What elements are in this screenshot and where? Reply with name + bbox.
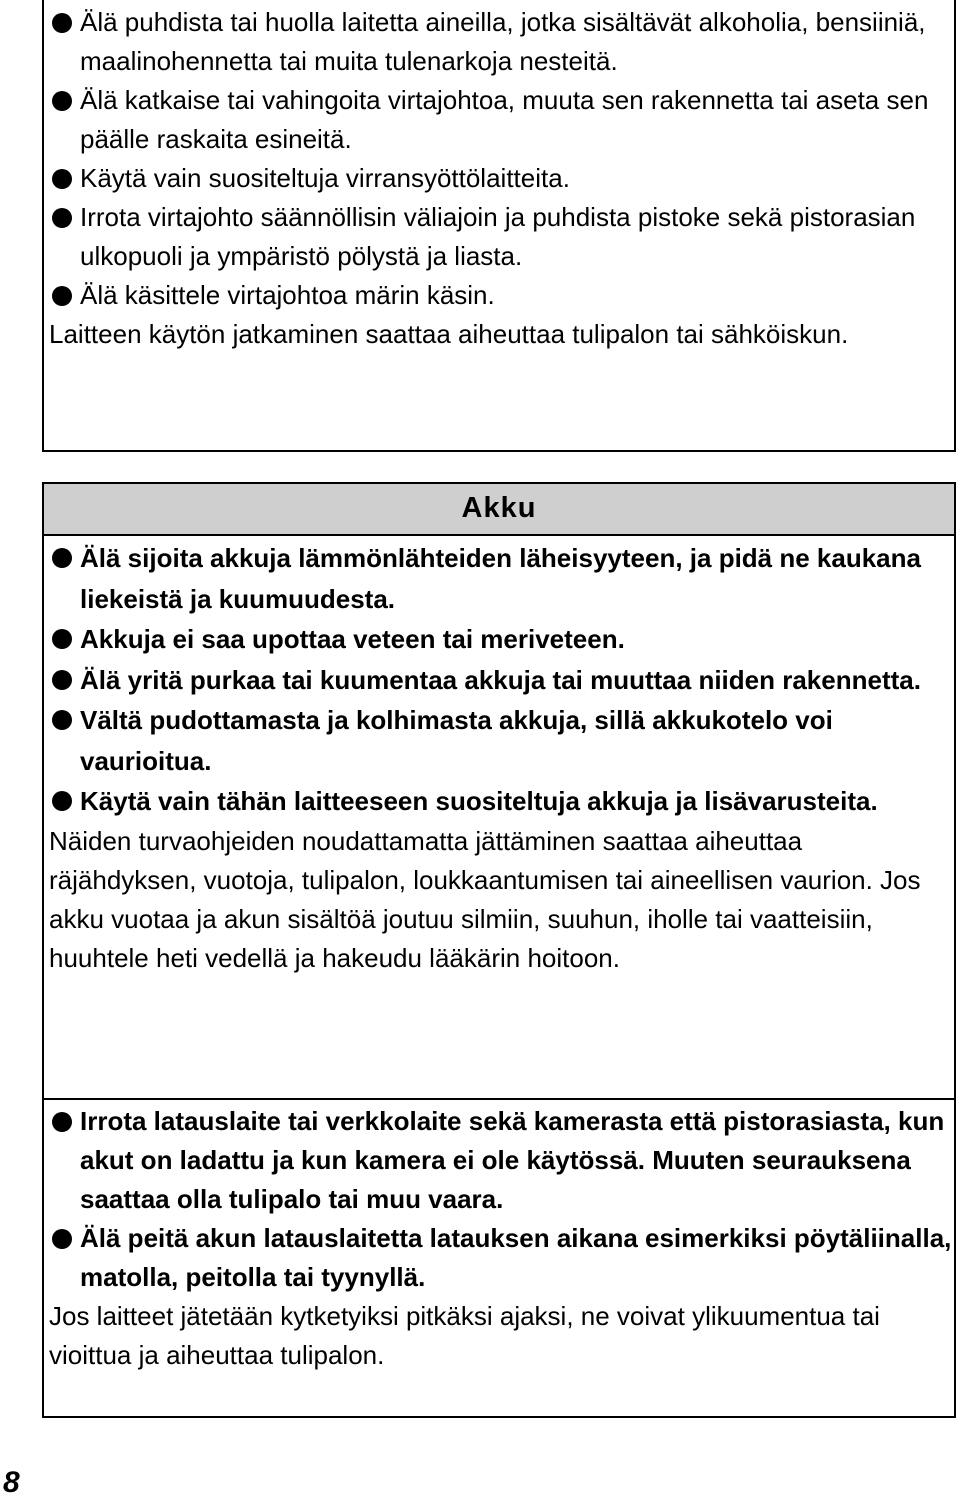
- list-item-text: Älä käsittele virtajohtoa märin käsin.: [80, 280, 495, 310]
- list-item-text: Älä yritä purkaa tai kuumentaa akkuja tai muuttaa niiden rakennetta.: [80, 664, 921, 695]
- bullet-icon: [52, 169, 72, 189]
- bullet-icon: [52, 1112, 72, 1132]
- bullet-icon: [52, 791, 72, 811]
- list-item-text: Akkuja ei saa upottaa veteen tai meriveteen.: [80, 624, 625, 654]
- page-number: 8: [3, 1466, 20, 1499]
- bullet-icon: [52, 286, 72, 306]
- battery-content: [44, 536, 954, 978]
- warning-note: Laitteen käytön jatkaminen saattaa aiheuttaa tulipalon tai sähköiskun.: [49, 319, 849, 349]
- bullet-icon: [52, 13, 72, 33]
- battery-box: [42, 482, 956, 1100]
- list-item: [44, 781, 954, 822]
- list-item: [44, 159, 954, 198]
- list-item: [44, 276, 954, 315]
- section-title: Akku: [44, 484, 954, 536]
- precautions-content: [44, 0, 954, 354]
- list-item-text: Irrota virtajohto säännöllisin väliajoin ja puhdista pistoke sekä pistorasian ulkopuoli ja ympäristö pölystä ja liasta.: [80, 202, 916, 271]
- warning-note: Näiden turvaohjeiden noudattamatta jättäminen saattaa aiheuttaa räjähdyksen, vuotoja, tulipalon, loukkaantumisen tai aineellisen vaurion. Jos akku vuotaa ja akun sisältöä joutuu silmiin, suuhun, iholle tai vaatteisiin, huuhtele heti vedellä ja hakeudu lääkärin hoitoon.: [49, 825, 921, 973]
- bullet-icon: [52, 670, 72, 690]
- list-item-text: Älä katkaise tai vahingoita virtajohtoa, muuta sen rakennetta tai aseta sen päälle raskaita esineitä.: [80, 85, 929, 154]
- list-item-text: Älä peitä akun latauslaitetta latauksen aikana esimerkiksi pöytäliinalla, matolla, peitolla tai tyynyllä.: [80, 1223, 952, 1292]
- list-item: [44, 538, 954, 619]
- list-item: [44, 700, 954, 781]
- list-item: [44, 198, 954, 276]
- precautions-box: [42, 0, 956, 452]
- list-item: [44, 619, 954, 660]
- bullet-icon: [52, 208, 72, 228]
- list-item-text: Vältä pudottamasta ja kolhimasta akkuja, sillä akkukotelo voi vaurioitua.: [80, 705, 833, 776]
- list-item: [44, 3, 954, 81]
- bullet-icon: [52, 1229, 72, 1249]
- charger-box: [42, 1100, 956, 1418]
- list-item-text: Käytä vain tähän laitteeseen suositeltuja akkuja ja lisävarusteita.: [80, 786, 878, 816]
- bullet-icon: [52, 91, 72, 111]
- bullet-icon: [52, 548, 72, 568]
- list-item: [44, 81, 954, 159]
- list-item: [44, 1219, 954, 1297]
- list-item-text: Irrota latauslaite tai verkkolaite sekä kamerasta että pistorasiasta, kun akut on ladattu ja kun kamera ei ole käytössä. Muuten seurauksena saattaa olla tulipalo tai muu vaara.: [80, 1106, 945, 1214]
- bullet-icon: [52, 629, 72, 649]
- list-item-text: Älä sijoita akkuja lämmönlähteiden läheisyyteen, ja pidä ne kaukana liekeistä ja kuumuudesta.: [80, 543, 921, 614]
- list-item-text: Älä puhdista tai huolla laitetta aineilla, jotka sisältävät alkoholia, bensiiniä, maalinohennetta tai muita tulenarkoja nesteitä.: [80, 7, 926, 76]
- list-item: [44, 660, 954, 701]
- list-item-text: Käytä vain suositeltuja virransyöttölaitteita.: [80, 163, 570, 193]
- warning-note: Jos laitteet jätetään kytketyiksi pitkäksi ajaksi, ne voivat ylikuumentua tai vioittua ja aiheuttaa tulipalon.: [49, 1301, 880, 1370]
- list-item: [44, 1102, 954, 1219]
- charger-content: [44, 1100, 954, 1375]
- bullet-icon: [52, 710, 72, 730]
